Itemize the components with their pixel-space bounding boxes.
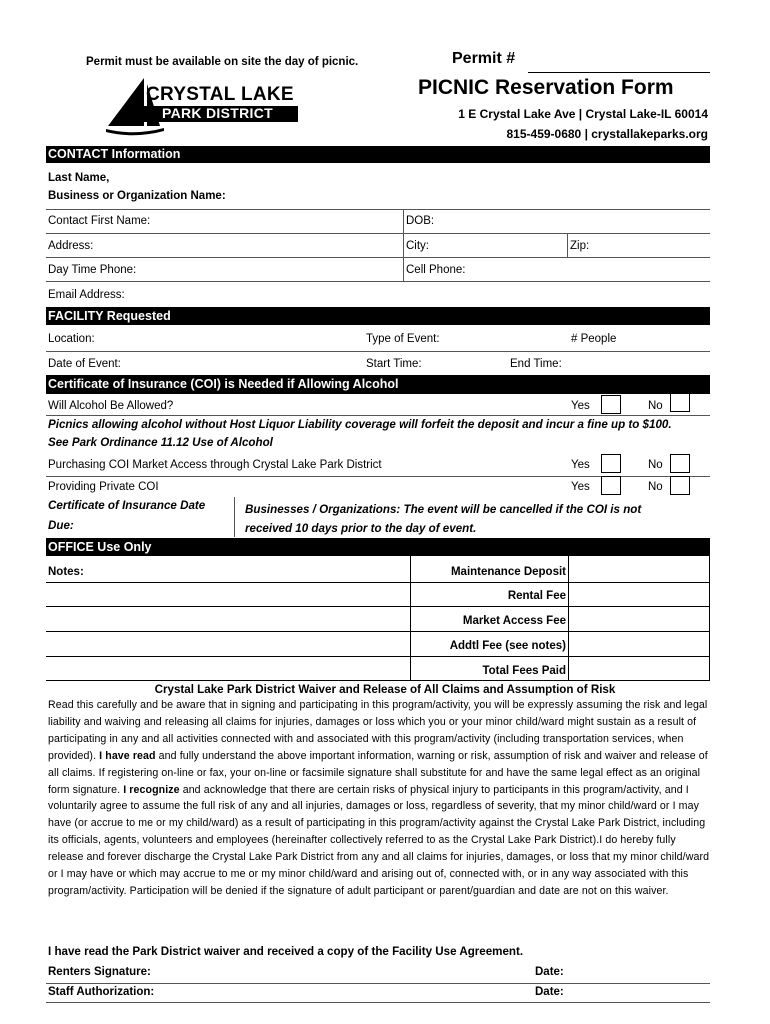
alcohol-warning-line2: See Park Ordinance 11.12 Use of Alcohol [48,436,273,449]
fee-addtl: Addtl Fee (see notes) [449,640,566,652]
zip-label: Zip: [570,240,590,252]
divider [46,606,710,607]
divider [410,556,411,681]
waiver-i-have-read: I have read [99,749,156,762]
address-label: Address: [48,240,94,252]
staff-authorization-label: Staff Authorization: [48,986,155,998]
fee-rental: Rental Fee [507,590,566,602]
divider [46,656,710,657]
notes-label: Notes: [48,566,84,578]
contact-section-header: CONTACT Information [46,146,710,163]
divider [709,556,710,681]
waiver-p1: Read this carefully and be aware that in signing and participating in this program/activity, you will be expressly assuming the risk and legal liability and waiving and releasing all claims for injuries, damages or loss which you or your minor child/ward might sustain as a result of participating in any and all activities connected with and associated with this program/activity (including transportation services, when provided). [48,699,708,762]
waiver-p3: and acknowledge that there are certain risks of physical injury to participants in this program/activity, and I voluntarily agree to assume the full risk of any and all injuries, damages or loss, regardless of severity, that my minor child/ward or I may have (or accrue to me or my child/ward) as a result of participating in this program/activity against the Crystal Lake Park District, including its officials, agents, volunteers and employees (hereinafter collectively referred to as the Crystal Lake Park District).I do hereby fully release and forever discharge the Crystal Lake Park District from any and all claims for injuries, damages, or loss that my minor child/ward or I may have or which may accrue to me or my minor child/ward and arising out of, connected with, or in any way associated with this program/activity. Participation will be denied if the signature of adult participant or parent/guardian and date are not on this waiver. [48,783,710,897]
divider [46,257,710,258]
alcohol-no-checkbox[interactable] [670,393,690,412]
divider [234,497,235,537]
dob-label: DOB: [406,215,435,227]
facility-section-header: FACILITY Requested [46,307,710,325]
purchasing-no-label: No [648,459,663,471]
email-label: Email Address: [48,289,125,301]
divider [46,281,710,282]
private-coi-label: Providing Private COI [48,481,159,493]
coi-due-label-line1: Certificate of Insurance Date [48,499,206,512]
day-phone-label: Day Time Phone: [48,264,137,276]
staff-signature-line[interactable] [46,1002,710,1003]
permit-number-label: Permit # [452,50,516,67]
fee-market-access: Market Access Fee [462,615,566,627]
contact-line: 815-459-0680 | crystallakeparks.org [506,127,708,141]
divider [403,209,404,281]
purchasing-yes-checkbox[interactable] [601,454,621,473]
private-no-checkbox[interactable] [670,476,690,495]
business-note-line1: Businesses / Organizations: The event will be cancelled if the COI is not [245,503,642,516]
office-section-header: OFFICE Use Only [46,538,710,556]
coi-section-header: Certificate of Insurance (COI) is Needed if Allowing Alcohol [46,375,710,394]
private-no-label: No [648,481,663,493]
address-line: 1 E Crystal Lake Ave | Crystal Lake-IL 60014 [458,107,708,121]
staff-date-label: Date: [535,986,564,998]
purchasing-no-checkbox[interactable] [670,454,690,473]
coi-due-label-line2: Due: [48,519,74,532]
business-name-label: Business or Organization Name: [48,190,226,202]
renter-signature-label: Renters Signature: [48,966,151,978]
private-yes-label: Yes [571,481,590,493]
renter-date-label: Date: [535,966,564,978]
divider [46,415,710,416]
last-name-label: Last Name, [48,172,110,184]
divider [568,556,569,681]
logo-line1: CRYSTAL LAKE [146,84,294,105]
alcohol-yes-checkbox[interactable] [601,395,621,414]
city-label: City: [406,240,429,252]
start-time-label: Start Time: [366,358,422,370]
permit-number-line[interactable] [528,72,710,73]
logo-line2: PARK DISTRICT [162,105,273,121]
waiver-text [48,697,712,900]
alcohol-yes-label: Yes [571,400,590,412]
event-type-label: Type of Event: [366,333,440,345]
fee-maintenance-deposit: Maintenance Deposit [450,566,566,578]
form-title: PICNIC Reservation Form [418,76,674,99]
office-grid [46,556,710,681]
divider [46,351,710,352]
divider [46,233,710,234]
fee-total-paid: Total Fees Paid [482,665,566,677]
divider [46,209,710,210]
private-yes-checkbox[interactable] [601,476,621,495]
alcohol-no-label: No [648,400,663,412]
purchasing-yes-label: Yes [571,459,590,471]
waiver-i-recognize: I recognize [123,783,180,796]
business-note-line2: received 10 days prior to the day of event. [245,522,477,535]
alcohol-question: Will Alcohol Be Allowed? [48,400,174,412]
divider [46,680,710,681]
divider [567,233,568,257]
waiver-p2: and fully understand the above important information, warning or risk, assumption of risk and waiver and release of all claims. If registering on-line or fax, your on-line or facsimile signature shall substitute for and have the same legal effect as an original form signature. [48,749,708,796]
purchasing-coi-label: Purchasing COI Market Access through Crystal Lake Park District [48,459,382,471]
event-date-label: Date of Event: [48,358,121,370]
acknowledgement-text: I have read the Park District waiver and received a copy of the Facility Use Agreement. [48,945,524,958]
cell-phone-label: Cell Phone: [406,264,466,276]
divider [46,582,710,583]
alcohol-warning-line1: Picnics allowing alcohol without Host Liquor Liability coverage will forfeit the deposit and incur a fine up to $100. [48,418,672,431]
end-time-label: End Time: [510,358,562,370]
waiver-title: Crystal Lake Park District Waiver and Release of All Claims and Assumption of Risk [154,683,616,696]
crystal-lake-logo [104,76,304,138]
people-label: # People [571,333,617,345]
permit-notice: Permit must be available on site the day of picnic. [86,56,359,68]
renter-signature-line[interactable] [46,983,710,984]
location-label: Location: [48,333,95,345]
first-name-label: Contact First Name: [48,215,151,227]
divider [46,631,710,632]
